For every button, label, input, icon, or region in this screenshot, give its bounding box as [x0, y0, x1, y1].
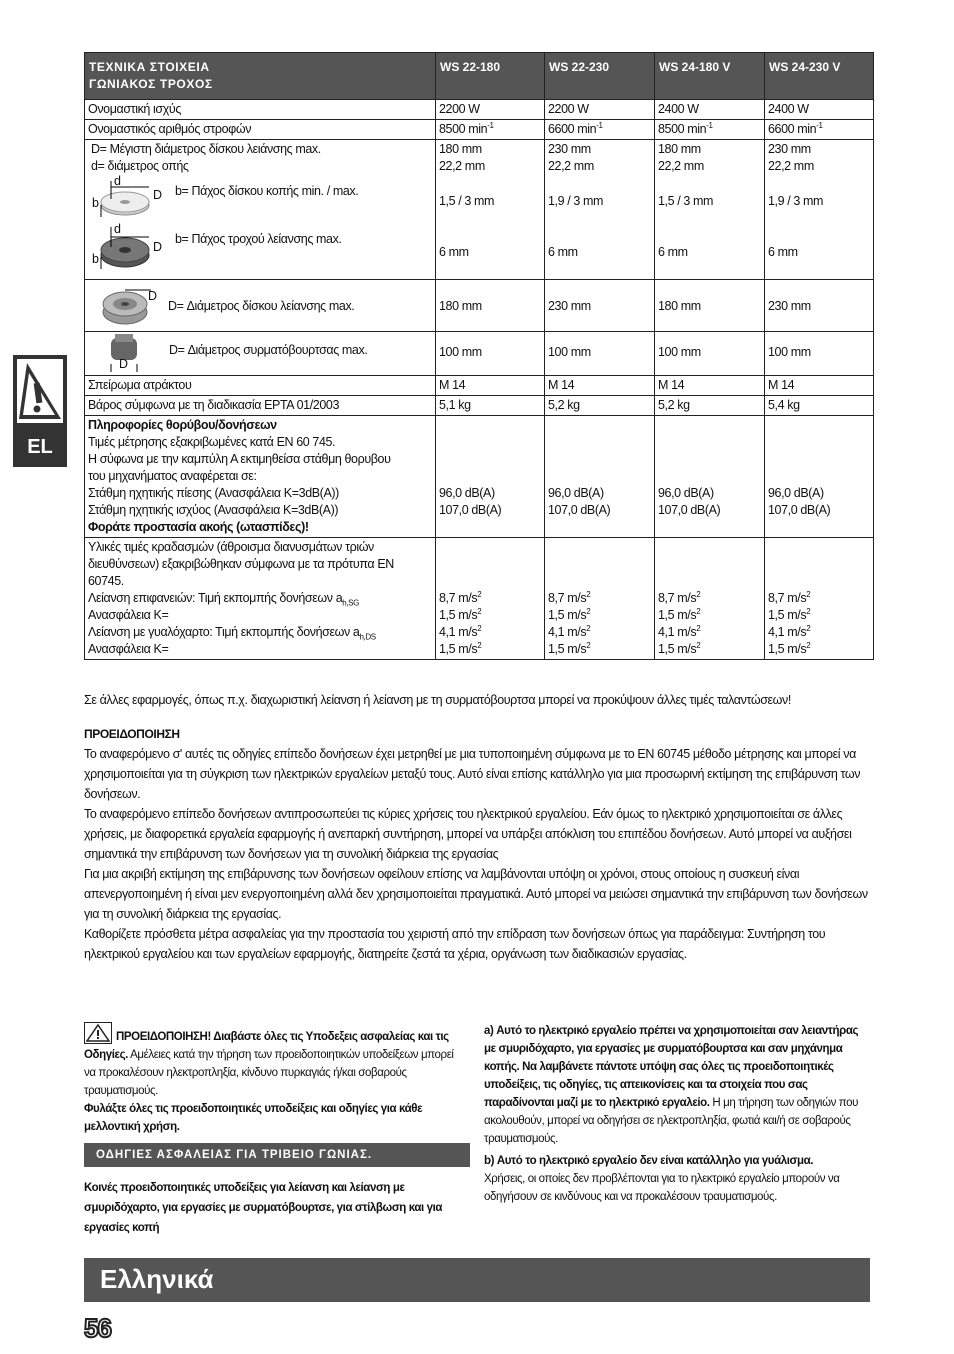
- table-row: D D= Διάμετρος δίσκου λείανσης max. 180 mm 230 mm 180 mm 230 mm: [85, 280, 874, 332]
- grind-wheel-row: d b D b= Πάχος τροχού λείανσης max.: [91, 227, 432, 275]
- common-warnings: Κοινές προειδοποιητικές υποδείξεις για λείανση και λείανση με σμυριδόχαρτο, για εργασίες με συρματόβουρτσε, για στίλβωση και για εργασίες κοπή: [84, 1182, 443, 1234]
- model-ws22-230: WS 22-230: [545, 53, 655, 100]
- vibration-note: Σε άλλες εφαρμογές, όπως π.χ. διαχωριστική λείανση ή λείανση με τη συρματόβουρτσα μπορεί να προκύψουν άλλες τιμές ταλαντώσεων!: [84, 693, 791, 707]
- model-ws22-180: WS 22-180: [436, 53, 545, 100]
- vibration-row: Υλικές τιμές κραδασμών (άθροισμα διανυσμάτων τριών διευθύνσεων) εξακριβώθηκαν σύμφωνα με τα πρότυπα EN 60745. Λείανση επιφανειών: Τιμή εκπομπής δονήσεων $a_{h,SG}$ Ανασφάλεια K= Λείανση με γυαλόχαρτο: Τιμή εκπομπής δονήσεων $a_{h,DS}$ Ανασφάλεια K= 8,7 $m/s^2$ 1,5 $m/s^2$ 4,1 $m/s^2$ 1,5 $m/s^2$ 8,7 $m/s^2$ 1,5 $m/s^2$ 4,1 $m/s^2$ 1,5 $m/s^2$ 8,7 $m/s^2$ 1,5 $m/s^2$ 4,1 $m/s^2$ 1,5 $m/s^2$ 8,7 $m/s^2$ 1,5 $m/s^2$ 4,1 $m/s^2$ 1,5 $m/s^2$: [85, 538, 874, 660]
- table-row: D D= Διάμετρος συρματόβουρτσας max. 100 mm 100 mm 100 mm 100 mm: [85, 332, 874, 376]
- table-row: Ονομαστικός αριθμός στροφών 8500 $\min^{-1}$ 6600 $\min^{-1}$ 8500 $\min^{-1}$ 6600 $\min^{-1}$: [85, 120, 874, 140]
- cut-disc-row: d b D b= Πάχος δίσκου κοπής min. / max.: [91, 177, 432, 227]
- warning-triangle-icon: [84, 1022, 112, 1044]
- keep-instructions: Φυλάξτε όλες τις προειδοποιητικές υποδείξεις και οδηγίες για κάθε μελλοντική χρήση.: [84, 1103, 423, 1133]
- warning-paragraph: Καθορίζετε πρόσθετα μέτρα ασφαλείας για την προστασία του χειριστή από την επίδραση των δονήσεων όπως για παράδειγμα: Συντήρηση του ηλεκτρικού εργαλείου και των εργαλείων εφαρμογής, διατηρείτε ζεστά τα χέρια, οργάνωση των διαδικασιών εργασίας.: [84, 927, 826, 961]
- safety-item-b: b) Αυτό το ηλεκτρικό εργαλείο δεν είναι κατάλληλο για γυάλισμα. Χρήσεις, οι οποίες δεν προβλέπονται για το ηλεκτρικό εργαλείο μπορούν να οδηγήσουν σε κινδύνους και να προκαλέσουν τραυματισμούς.: [484, 1155, 840, 1203]
- model-ws24-180v: WS 24-180 V: [655, 53, 765, 100]
- tech-spec-table: [84, 52, 874, 660]
- footer-language: Ελληνικά: [100, 1264, 214, 1294]
- warning-box: [17, 359, 63, 423]
- cut-disc-icon: [89, 177, 159, 223]
- warning-paragraph: Το αναφερόμενο επίπεδο δονήσεων αντιπροσωπεύει τις κύριες χρήσεις του ηλεκτρικού εργαλείου. Εάν όμως το ηλεκτρικό χρησιμοποιείται σε άλλες χρήσεις, με διαφορετικά εργαλεία εφαρμογής ή ανεπαρκή συντήρηση, μπορεί να υπάρξει απόκλιση του επιπέδου δονήσεων. Αυτό μπορεί να αυξήσει σημαντικά την επιβάρυνση των δονήσεων για τη συνολική διάρκεια της εργασίας: [84, 807, 852, 861]
- noise-row: Πληροφορίες θορύβου/δονήσεων Τιμές μέτρησης εξακριβωμένες κατά EN 60 745. Η σύφωνα με την καμπύλη Α εκτιμηθείσα στάθμη θορυβου του μηχανήματος αναφέρεται σε: Στάθμη ηχητικής πίεσης (Ανασφάλεια K=3dB(A)) Στάθμη ηχητικής ισχύος (Ανασφάλεια K=3dB(A)) Φοράτε προστασία ακοής (ωτασπίδες)! 96,0 dB(A) 107,0 dB(A) 96,0 dB(A) 107,0 dB(A) 96,0 dB(A) 107,0 dB(A) 96,0 dB(A) 107,0 dB(A): [85, 416, 874, 538]
- model-ws24-230v: WS 24-230 V: [765, 53, 874, 100]
- table-title: ΤΕΧΝΙΚΑ ΣΤΟΙΧΕΙΑ ΓΩΝΙΑΚΟΣ ΤΡΟΧΟΣ: [85, 53, 436, 100]
- table-header-row: [85, 53, 874, 100]
- warning-paragraph: Για μια ακριβή εκτίμηση της επιβάρυνσης των δονήσεων οφείλουν επίσης να λαμβάνονται υπόψη οι χρόνοι, στους οποίους η συσκευή είναι απενεργοποιημένη ή είναι μεν ενεργοποιημένη αλλά δεν χρησιμοποιείται πραγματικά. Αυτό μπορεί να μειώσει σημαντικά την επιβάρυνση των δονήσεων για τη συνολική διάρκεια της εργασίας.: [84, 867, 868, 921]
- table-row: Σπείρωμα ατράκτου M 14 M 14 M 14 M 14: [85, 376, 874, 396]
- footer-language-bar: [84, 1258, 870, 1302]
- table-row: Βάρος σύμφωνα με τη διαδικασία EPTA 01/2003 5,1 kg 5,2 kg 5,2 kg 5,4 kg: [85, 396, 874, 416]
- sanding-disc-icon: [95, 282, 155, 332]
- warning-icon: [17, 359, 63, 423]
- section-subheading: ΟΔΗΓΙΕΣ ΑΣΦΑΛΕΙΑΣ ΓΙΑ ΤΡΙΒΕΙΟ ΓΩΝΙΑΣ.: [84, 1143, 470, 1167]
- safety-item-a: a) Αυτό το ηλεκτρικό εργαλείο πρέπει να χρησιμοποιείται σαν λειαντήρας με σμυριδόχαρτο, για εργασίες με συρματόβουρτσα και σαν μηχάνημα κοπής. Να λαμβάνετε πάντοτε υπόψη σας όλες τις προειδοποιητικές υποδείξεις, τις οδηγίες, τις απεικονίσεις και τα στοιχεία που σας παραδίνονται μαζί με το ηλεκτρικό εργαλείο. Η μη τήρηση των οδηγιών που ακολουθούν, μπορεί να οδηγήσει σε ηλεκτροπληξία, φωτιά και/ή σε σοβαρούς τραυματισμούς.: [484, 1025, 859, 1145]
- page-number: 56: [84, 1313, 111, 1343]
- table-row: D= Μέγιστη διάμετρος δίσκου λειάνσης max. d= διάμετρος οπής d b D b= Πάχος δίσκου κοπής min. / max. d b D b= Πάχος τροχού λείανσης max. 180 mm 22,2 mm 1,5 / 3 mm 6 mm 230 mm 22,2 mm 1,9 / 3 mm 6 mm 180 mm 22,2 mm 1,5 / 3 mm 6 mm 230 mm 22,2 mm 1,9 / 3 mm 6 mm: [85, 140, 874, 280]
- language-side-tab: [13, 355, 67, 467]
- safety-warning-block: ΠΡΟΕΙΔΟΠΟΙΗΣΗ! Διαβάστε όλες τις Υποδεξεις ασφαλείας και τις Οδηγίες. Αμέλειες κατά την τήρηση των προειδοποιητικών υποδείξεων μπορεί να προκαλέσουν ηλεκτροπληξία, κίνδυνο πυρκαγιάς ή/και σοβαρούς τραυματισμούς. Φυλάξτε όλες τις προειδοποιητικές υποδείξεις και οδηγίες για κάθε μελλοντική χρήση.: [84, 1022, 462, 1136]
- warning-body: [84, 744, 874, 964]
- language-code: EL: [27, 436, 53, 458]
- table-row: Ονομαστική ισχύς 2200 W 2200 W 2400 W 2400 W: [85, 100, 874, 120]
- grind-wheel-icon: [89, 225, 159, 271]
- warning-paragraph: Το αναφερόμενο σ' αυτές τις οδηγίες επίπεδο δονήσεων έχει μετρηθεί με μια τυποποιημένη σύμφωνα με το EN 60745 μέθοδο μέτρησης και μπορεί να χρησιμοποιείται για τη σύγκριση των ηλεκτρικών εργαλείων μεταξύ τους. Αυτό είναι επίσης κατάλληλο για μια προσωρινή εκτίμηση της επιβάρυνση των δονήσεων.: [84, 747, 861, 801]
- warning-title: ΠΡΟΕΙΔΟΠΟΙΗΣΗ: [84, 727, 180, 741]
